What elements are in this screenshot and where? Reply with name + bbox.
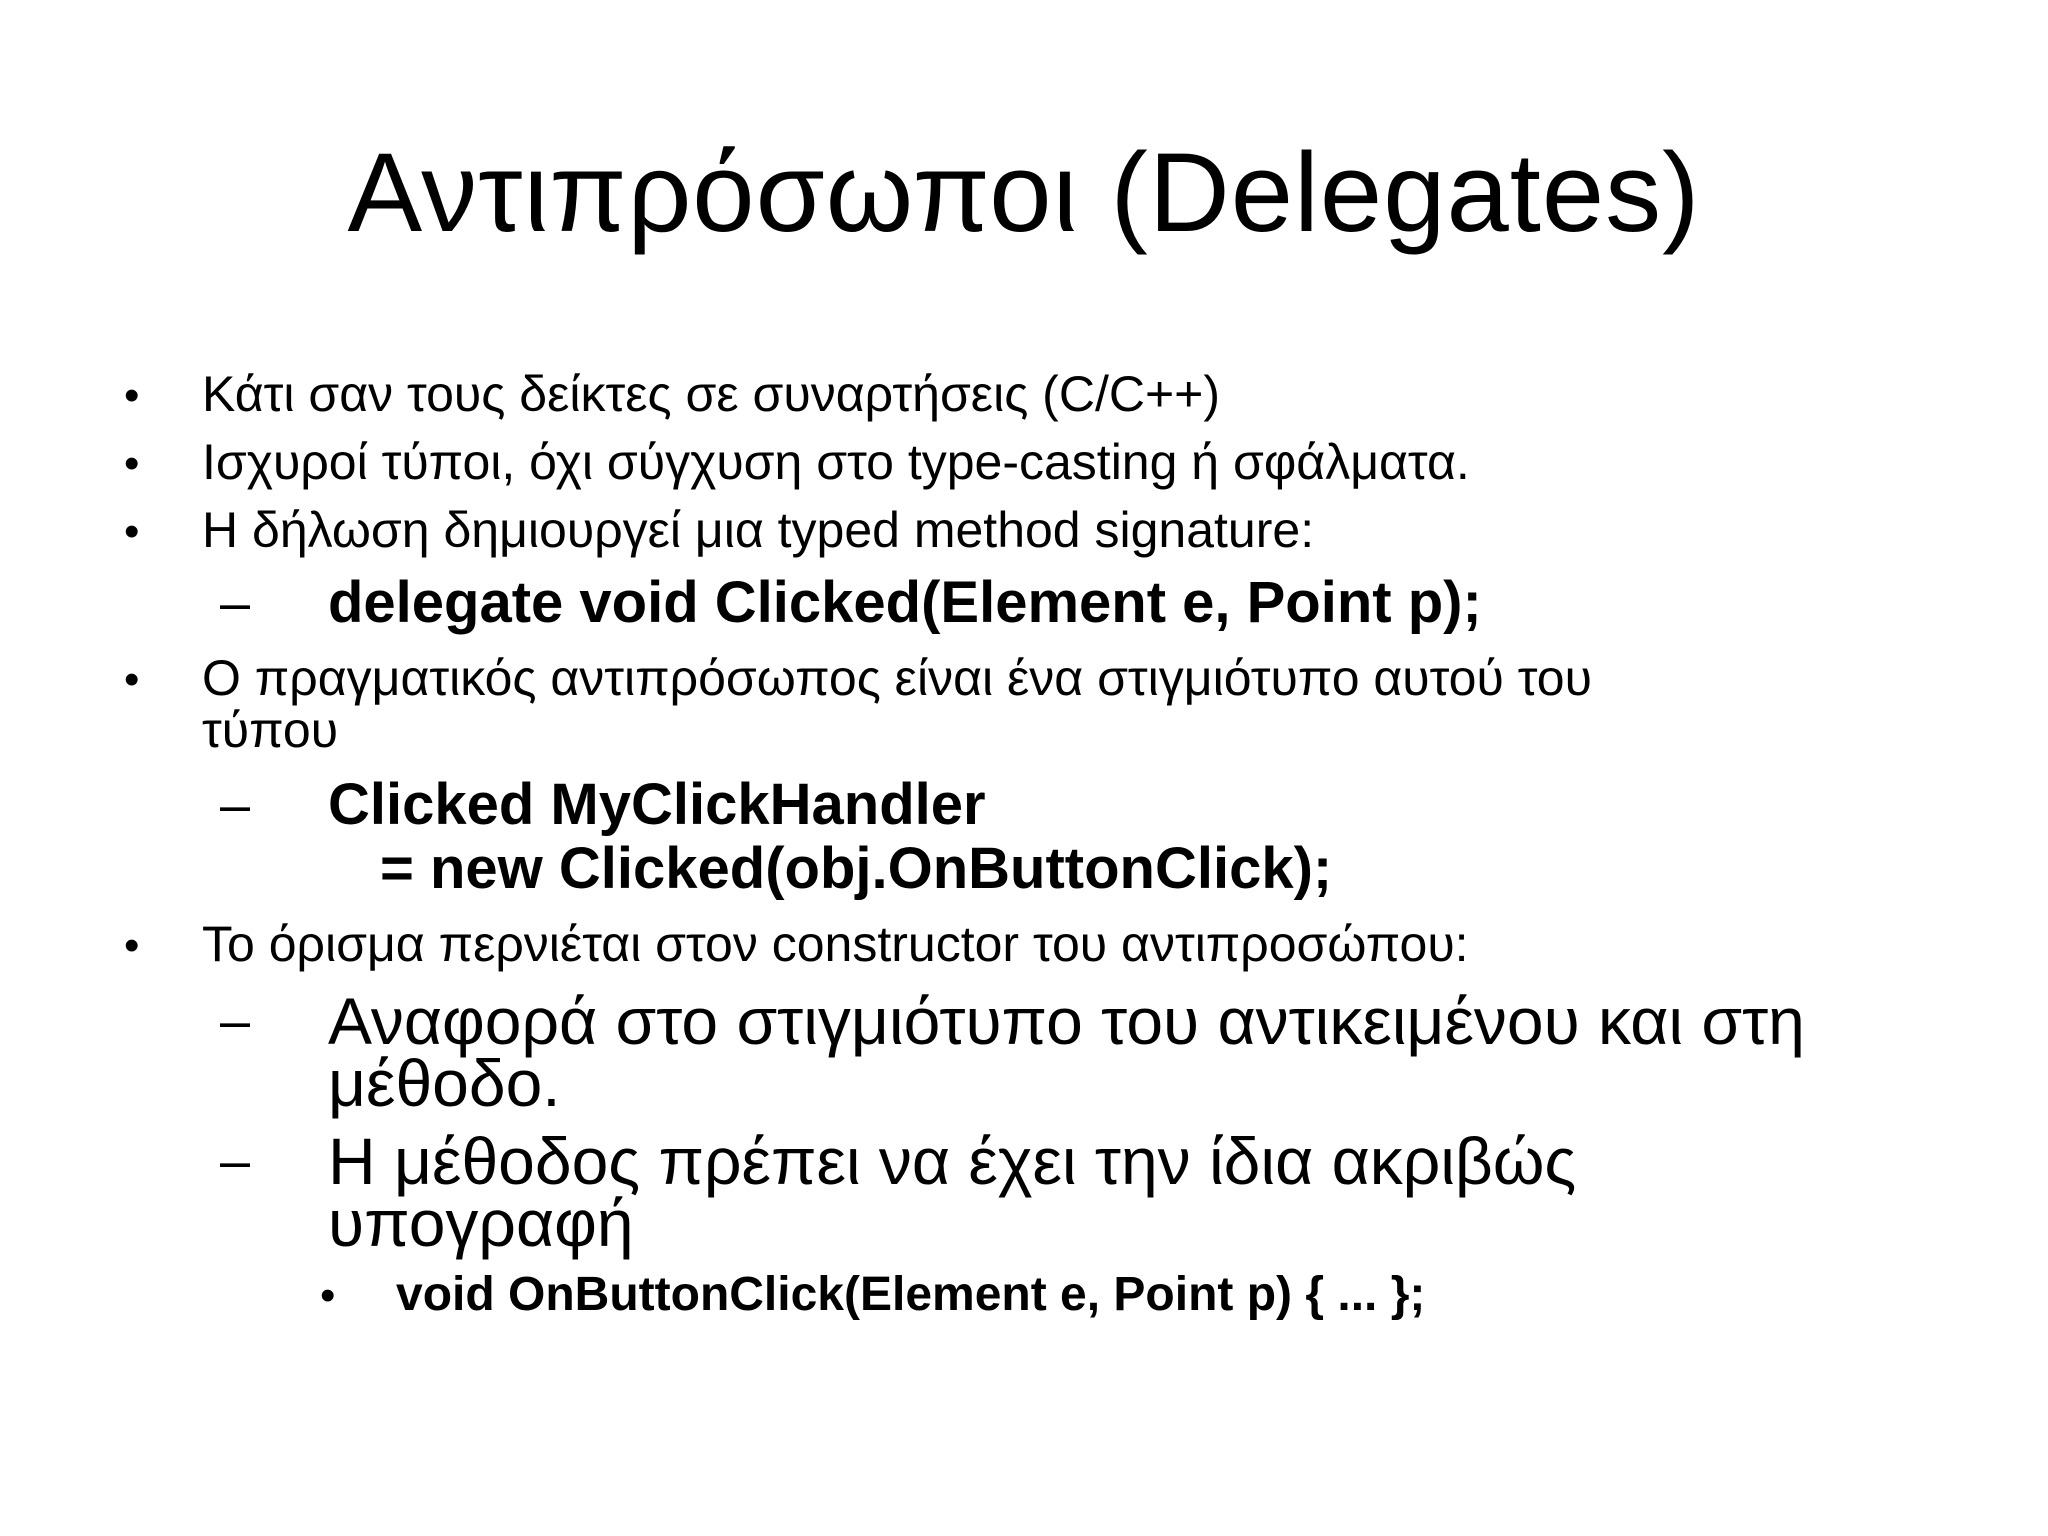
bullet-icon: •	[320, 1271, 336, 1320]
dash-icon: –	[220, 1131, 251, 1191]
bullet-text: Κάτι σαν τους δείκτες σε συναρτήσεις (C/C++)	[202, 366, 1220, 422]
sub-text: Η μέθοδος πρέπει να έχει την ίδια ακριβώς	[328, 1124, 1577, 1198]
bullet-icon: •	[124, 507, 140, 556]
code-instance-continuation: = new Clicked(obj.OnButtonClick);	[380, 836, 1333, 901]
bullet-icon: •	[124, 371, 140, 420]
bullet-icon: •	[124, 655, 140, 704]
bullet-text: Ισχυροί τύποι, όχι σύγχυση στο type-casting ή σφάλματα.	[202, 434, 1470, 490]
bullet-text: Ο πραγματικός αντιπρόσωπος είναι ένα στιγμιότυπο αυτού του	[202, 650, 1592, 706]
dash-icon: –	[220, 775, 251, 835]
dash-icon: –	[220, 573, 251, 633]
code-instance: Clicked MyClickHandler	[328, 772, 986, 837]
bullet-text: Το όρισμα περνιέται στον constructor του αντιπροσώπου:	[202, 916, 1469, 972]
bullet-icon: •	[124, 921, 140, 970]
sub-text-continuation: υπογραφή	[328, 1186, 634, 1260]
code-declaration: delegate void Clicked(Element e, Point p);	[328, 570, 1482, 635]
bullet-icon: •	[124, 439, 140, 488]
bullet-text-continuation: τύπου	[202, 702, 339, 758]
dash-icon: –	[220, 991, 251, 1051]
bullet-text: Η δήλωση δημιουργεί μια typed method signature:	[202, 502, 1315, 558]
sub-text: Αναφορά στο στιγμιότυπο του αντικειμένου και στη	[328, 984, 1805, 1058]
slide-title: Αντιπρόσωποι (Delegates)	[347, 130, 1701, 255]
code-method-signature: void OnButtonClick(Element e, Point p) { ... };	[396, 1268, 1426, 1321]
sub-text-continuation: μέθοδο.	[328, 1046, 561, 1120]
